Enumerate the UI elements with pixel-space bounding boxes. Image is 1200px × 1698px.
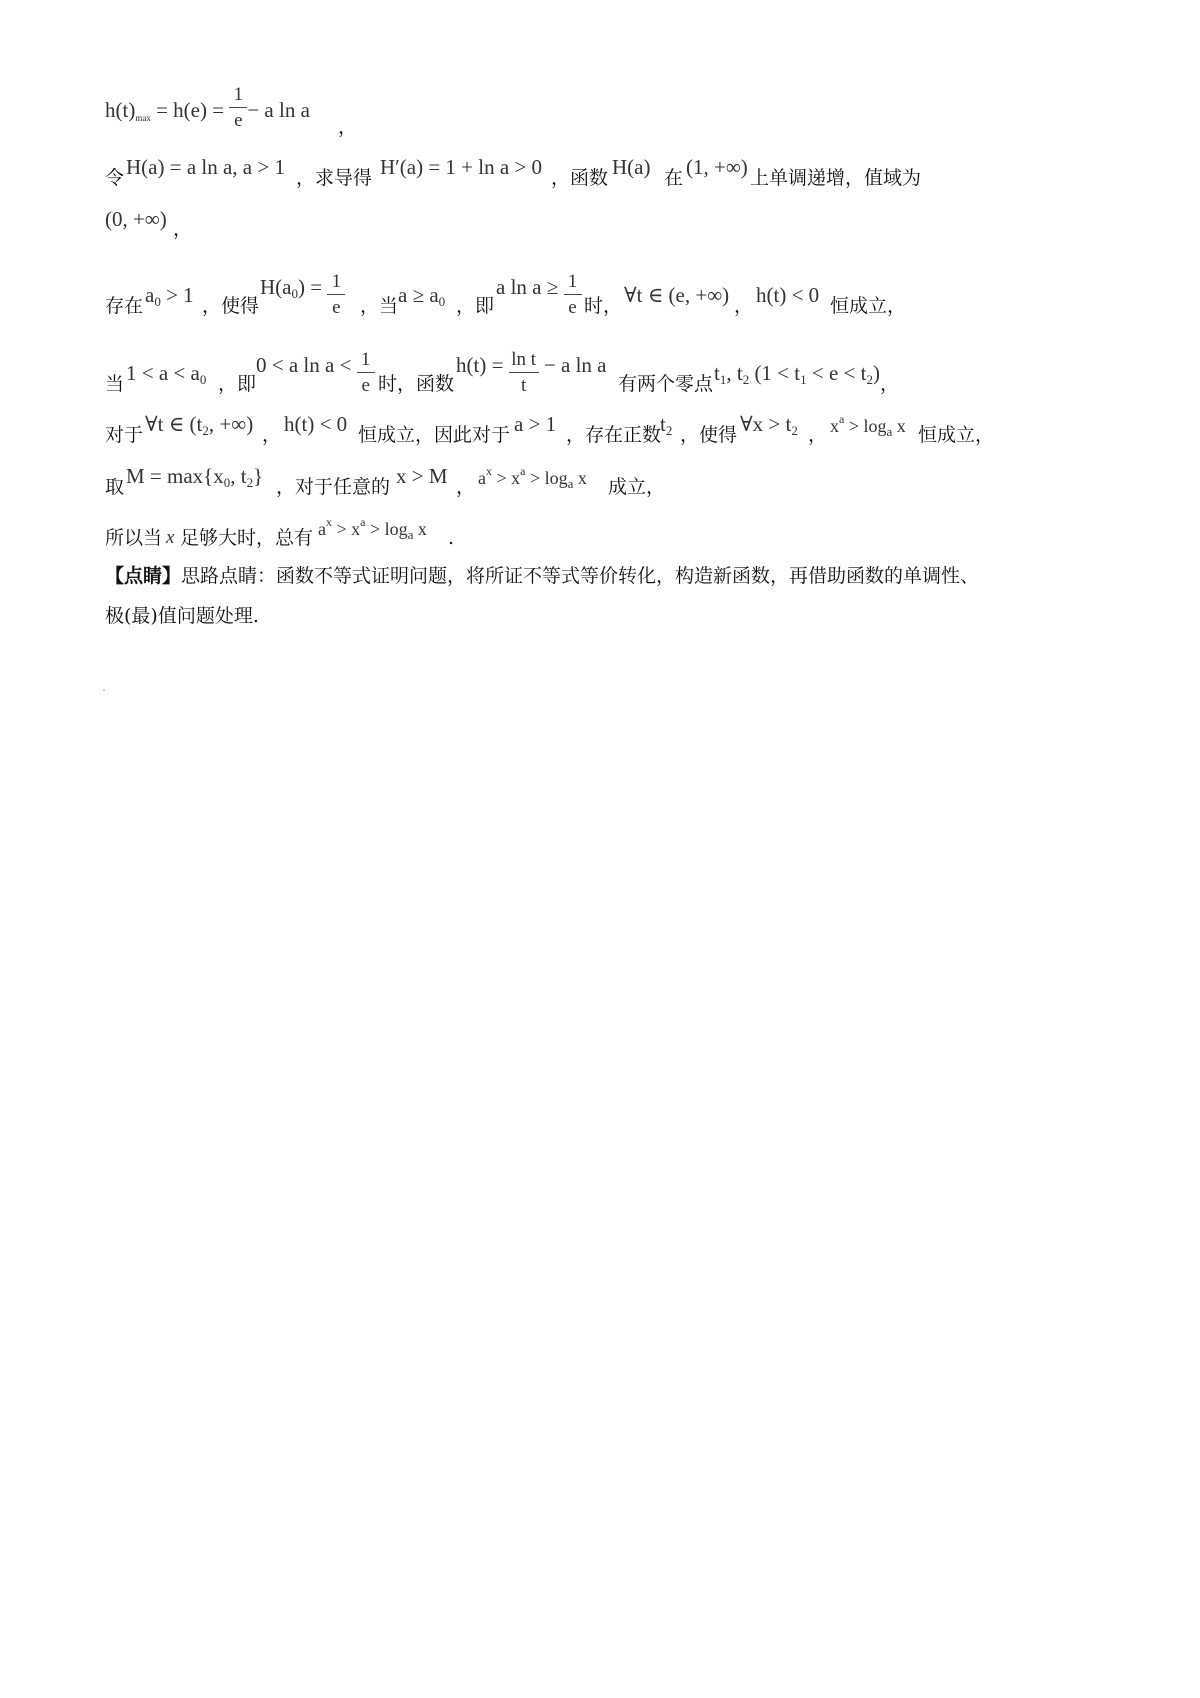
formula-forall-x: ∀x > $t_2$ bbox=[740, 412, 798, 438]
formula-x-var: x bbox=[166, 527, 175, 548]
line-2-lead: 令 bbox=[105, 167, 125, 189]
formula-interval-1-inf: (1, +∞) bbox=[686, 155, 748, 179]
formula-alna-range: 0 < a ln a < $\frac{1}{e}$ bbox=[256, 335, 375, 383]
line-6-text-1: ， bbox=[262, 424, 282, 446]
formula-a-gt-1: a > 1 bbox=[514, 412, 557, 436]
line-6-text-2: 恒成立，因此对于 bbox=[358, 424, 511, 446]
line-8-lead: 所以当 bbox=[105, 527, 163, 549]
line-2-text-4: 上单调递增，值域为 bbox=[750, 167, 922, 189]
line-7-lead: 取 bbox=[105, 476, 125, 498]
line-7-text-3: 成立， bbox=[608, 476, 666, 498]
line-2-text-2: ，函数 bbox=[551, 167, 609, 189]
line-4-text-2: ，当 bbox=[360, 295, 399, 317]
line-4-text-3: ，即 bbox=[456, 295, 495, 317]
line-8-text-1: 足够大时，总有 bbox=[180, 527, 314, 549]
formula-line-1: $h(t)_{max} = h(e)$ = $\frac{1}{e}$ − a ln a bbox=[105, 84, 310, 131]
formula-H-def: H(a) = a ln a, a > 1 bbox=[126, 155, 285, 179]
formula-alna-ge: a ln a ≥ $\frac{1}{e}$ bbox=[496, 257, 582, 305]
note-text-1: 思路点睛：函数不等式证明问题，将所证不等式等价转化，构造新函数，再借助函数的单调性、 bbox=[181, 565, 980, 587]
formula-zeros: $t_1$, $t_2$ $(1 < t_1 < e < t_2)$ bbox=[714, 361, 880, 387]
line-5-lead: 当 bbox=[105, 373, 125, 395]
formula-H-a0: $H(a_0)$ = $\frac{1}{e}$ bbox=[260, 257, 345, 305]
formula-range-0-inf: (0, +∞) bbox=[105, 207, 167, 231]
formula-forall-t-t2: ∀t ∈ ($t_2$, +∞) bbox=[145, 412, 254, 438]
fraction-1-over-e: $\frac{1}{e}$ bbox=[229, 84, 247, 132]
fraction-lnt-over-t: $\frac{\text{ln t}}{t}$ bbox=[509, 349, 539, 397]
fraction-1-over-e: $\frac{1}{e}$ bbox=[564, 271, 582, 319]
note-block bbox=[105, 567, 979, 586]
formula-h-def: h(t) = $\frac{\text{ln t}}{t}$ − a ln a bbox=[456, 349, 607, 396]
line-6-text-5: ， bbox=[808, 424, 828, 446]
formula-H-derivative: H′(a) = 1 + ln a > 0 bbox=[380, 155, 543, 179]
note-label: 【点睛】 bbox=[105, 565, 182, 587]
formula-h-lt-0-2: h(t) < 0 bbox=[284, 412, 348, 436]
formula-xa-gt-log: $x^a > \log_a x$ bbox=[830, 412, 906, 439]
line-3-punct: ， bbox=[173, 218, 193, 240]
scan-dot bbox=[103, 689, 105, 691]
formula-H: H(a) bbox=[612, 155, 651, 179]
formula-ax-chain-2: $a^x > x^a > \log_a x$ bbox=[318, 515, 427, 542]
formula-h-lt-0: h(t) < 0 bbox=[756, 283, 820, 307]
formula-forall-t: ∀t ∈ (e, +∞) bbox=[624, 283, 730, 307]
line-1-punct: ， bbox=[338, 116, 358, 138]
formula-a-ge-a0: $a \ge a_0$ bbox=[398, 283, 446, 309]
fraction-1-over-e: $\frac{1}{e}$ bbox=[357, 349, 375, 397]
line-4-text-4: 时， bbox=[584, 295, 623, 317]
line-5-text-1: ，即 bbox=[218, 373, 257, 395]
fraction-1-over-e: $\frac{1}{e}$ bbox=[327, 271, 345, 319]
formula-ax-chain: $a^x > x^a > \log_a x$ bbox=[478, 464, 587, 491]
line-7-text-2: ， bbox=[456, 476, 476, 498]
formula-a0-gt-1: $a_0 > 1$ bbox=[145, 283, 194, 309]
formula-M-max: $M = \max\{x_0$, $t_2$} bbox=[126, 464, 264, 490]
line-8-text-2: . bbox=[448, 527, 455, 549]
line-6-text-4: ，使得 bbox=[680, 424, 738, 446]
note-text-2: 极(最)值问题处理. bbox=[105, 605, 259, 627]
line-7-text-1: ，对于任意的 bbox=[276, 476, 391, 498]
formula-x-gt-M: x > M bbox=[396, 464, 448, 488]
line-5-text-4: ， bbox=[880, 373, 900, 395]
line-4-lead: 存在 bbox=[105, 295, 144, 317]
line-5-text-2: 时，函数 bbox=[378, 373, 455, 395]
line-2-text-3: 在 bbox=[664, 167, 684, 189]
formula-a-range: $1 < a < a_0$ bbox=[126, 361, 207, 387]
line-4-text-1: ，使得 bbox=[202, 295, 260, 317]
line-4-text-6: 恒成立， bbox=[830, 295, 907, 317]
line-5-text-3: 有两个零点 bbox=[618, 373, 714, 395]
formula-t2: $t_2$ bbox=[660, 412, 673, 438]
line-2-text-1: ，求导得 bbox=[296, 167, 373, 189]
line-6-text-6: 恒成立， bbox=[918, 424, 995, 446]
line-4-text-5: ， bbox=[734, 295, 754, 317]
line-6-lead: 对于 bbox=[105, 424, 144, 446]
line-6-text-3: ，存在正数 bbox=[566, 424, 662, 446]
